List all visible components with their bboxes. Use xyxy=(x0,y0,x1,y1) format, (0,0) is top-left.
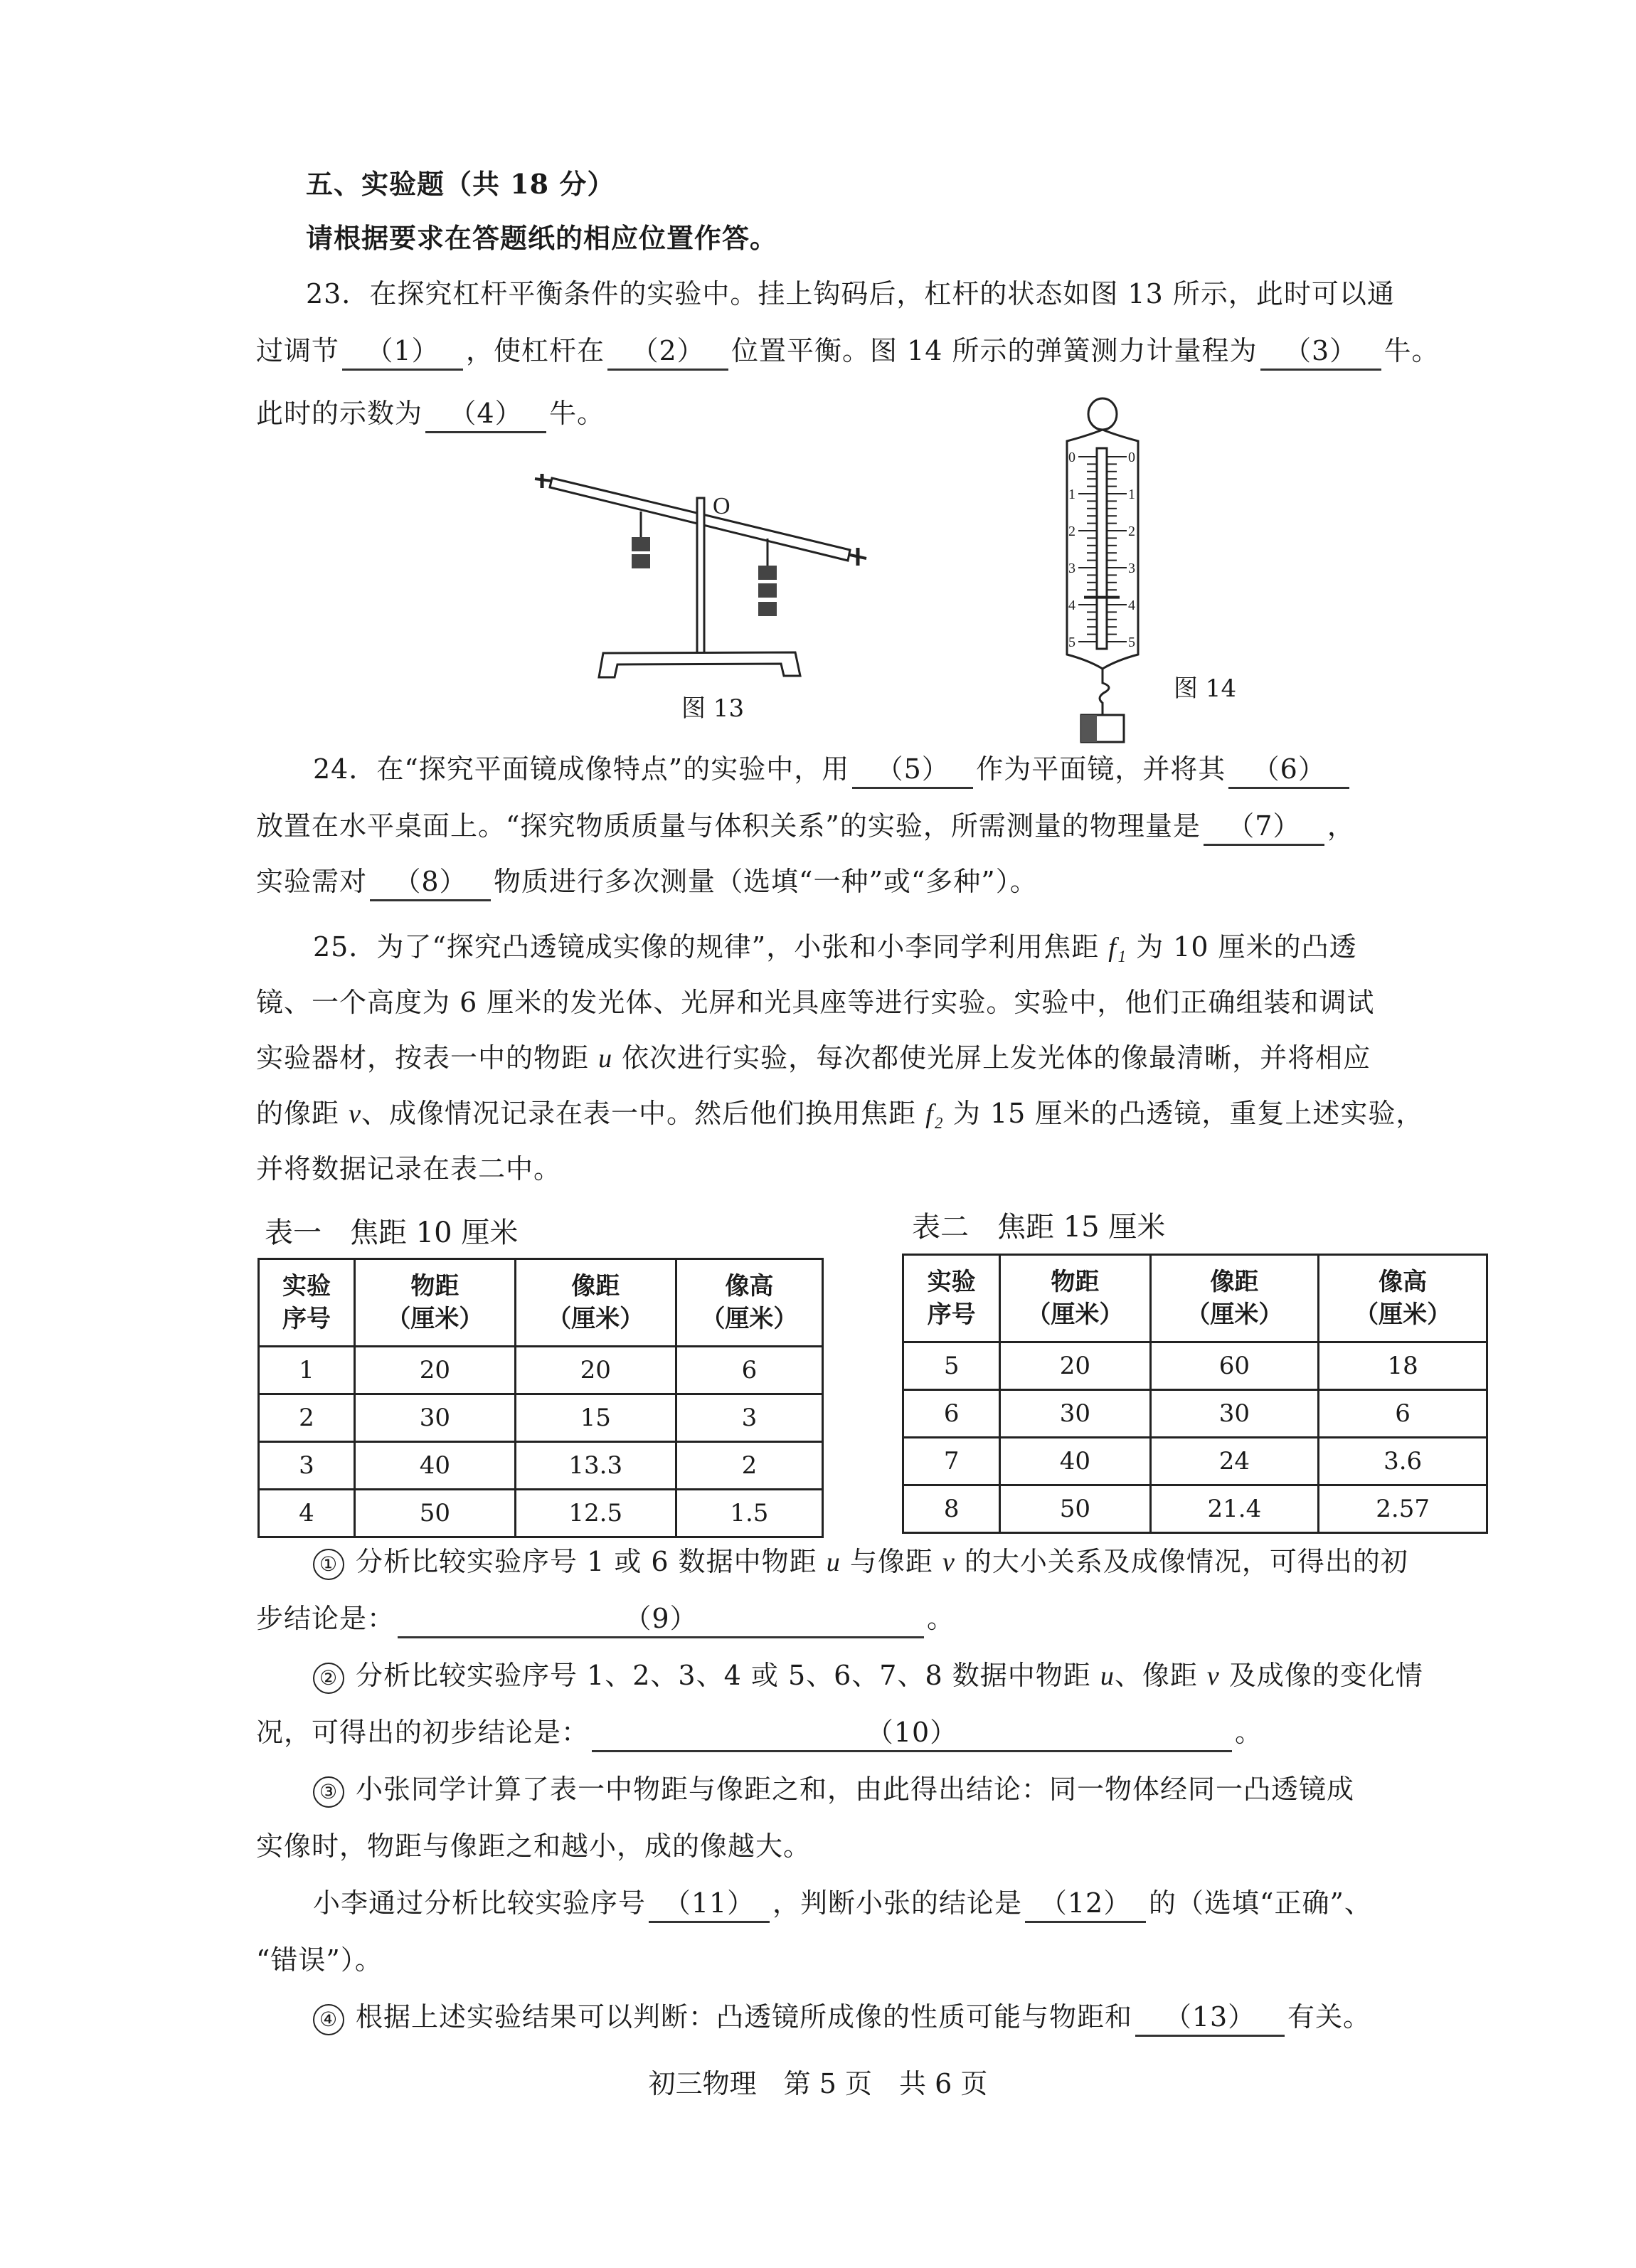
subq4-text: 根据上述实验结果可以判断：凸透镜所成像的性质可能与物距和 xyxy=(356,2001,1133,2033)
table-cell: 15 xyxy=(515,1394,676,1442)
table-cell: 50 xyxy=(1000,1485,1150,1533)
right-hook-weights xyxy=(758,566,777,616)
q25-line4 xyxy=(256,1096,1423,1132)
subq-number-2: ② xyxy=(313,1663,344,1694)
table-cell: 3.6 xyxy=(1319,1438,1487,1485)
subq3-line4: “错误”）。 xyxy=(256,1944,383,1976)
table-row xyxy=(903,1438,1487,1485)
scale-hook xyxy=(1100,669,1109,715)
q24-text: 放置在水平桌面上。“探究物质质量与体积关系”的实验，所需测量的物理量是 xyxy=(256,810,1201,842)
q24-text: 物质进行多次测量（选填“一种”或“多种”）。 xyxy=(494,866,1038,897)
subq4-text: 有关。 xyxy=(1287,2001,1371,2033)
q23-line3 xyxy=(256,396,605,433)
table2-header-image-distance: 像距 （厘米） xyxy=(1150,1255,1319,1342)
image-distance-v: v xyxy=(942,1547,955,1577)
scale-label-left: 3 xyxy=(1068,561,1075,576)
scale-label-right: 4 xyxy=(1128,598,1135,613)
table-cell: 20 xyxy=(1000,1342,1150,1390)
table-cell: 30 xyxy=(1150,1390,1319,1438)
table-cell: 2 xyxy=(259,1394,355,1442)
table-cell: 3 xyxy=(259,1442,355,1490)
q23-text: 位置平衡。图 14 所示的弹簧测力计量程为 xyxy=(731,335,1258,366)
subq1-text: 与像距 xyxy=(840,1546,942,1577)
table2-caption: 表二 焦距 15 厘米 xyxy=(912,1211,1166,1244)
q25-text: 为 15 厘米的凸透镜，重复上述实验， xyxy=(943,1098,1424,1129)
table-cell: 60 xyxy=(1150,1342,1319,1390)
table-row xyxy=(259,1394,823,1442)
pivot-label: O xyxy=(713,493,731,519)
focal-length-f1: f₁ xyxy=(1108,933,1127,963)
q23-text: ，使杠杆在 xyxy=(466,335,605,366)
table-row xyxy=(903,1485,1487,1533)
q24-text: 24．在“探究平面镜成像特点”的实验中，用 xyxy=(313,753,850,785)
subq2-line1 xyxy=(313,1658,1423,1694)
subq3-text: 小张同学计算了表一中物距与像距之和，由此得出结论：同一物体经同一凸透镜成 xyxy=(356,1774,1355,1805)
q23-text: 牛。 xyxy=(549,398,605,429)
subq3-text: 的（选填“正确”、 xyxy=(1149,1887,1372,1919)
subq1-text: 分析比较实验序号 1 或 6 数据中物距 xyxy=(356,1546,827,1577)
q23-text: 过调节 xyxy=(256,335,340,366)
table1-caption: 表一 焦距 10 厘米 xyxy=(265,1217,519,1249)
table-cell: 5 xyxy=(903,1342,1000,1390)
q23-text: 牛。 xyxy=(1383,335,1440,366)
answer-blank-3[interactable]: （3） xyxy=(1260,333,1381,371)
answer-blank-4[interactable]: （4） xyxy=(425,396,546,433)
q24-line2 xyxy=(256,808,1355,846)
subq3-line2: 实像时，物距与像距之和越小，成的像越大。 xyxy=(256,1830,812,1862)
answer-blank-13[interactable]: （13） xyxy=(1135,1999,1285,2037)
object-distance-u: u xyxy=(598,1044,613,1074)
q25-text: 为 10 厘米的凸透 xyxy=(1127,931,1357,963)
table-row xyxy=(259,1442,823,1490)
scale-label-right: 2 xyxy=(1128,524,1135,539)
left-hook-weights xyxy=(632,537,650,568)
page-footer: 初三物理 第 5 页 共 6 页 xyxy=(648,2068,988,2099)
table-cell: 40 xyxy=(354,1442,515,1490)
answer-blank-12[interactable]: （12） xyxy=(1025,1885,1146,1923)
q23-line2 xyxy=(256,333,1440,371)
image-distance-v: v xyxy=(1206,1661,1220,1691)
lever-stand-base xyxy=(599,652,800,677)
table-cell: 50 xyxy=(354,1490,515,1537)
subq3-text: 小李通过分析比较实验序号 xyxy=(313,1887,647,1919)
table-cell: 30 xyxy=(1000,1390,1150,1438)
table-cell: 24 xyxy=(1150,1438,1319,1485)
section-instruction: 请根据要求在答题纸的相应位置作答。 xyxy=(306,222,778,254)
table-cell: 1.5 xyxy=(676,1490,822,1537)
table-cell: 4 xyxy=(259,1490,355,1537)
answer-blank-2[interactable]: （2） xyxy=(607,333,728,371)
scale-label-left: 1 xyxy=(1068,487,1075,502)
subq-number-3: ③ xyxy=(313,1776,344,1808)
table-cell: 8 xyxy=(903,1485,1000,1533)
q23-text: 此时的示数为 xyxy=(256,398,423,429)
q25-text: 的像距 xyxy=(256,1098,349,1129)
q25-line2: 镜、一个高度为 6 厘米的发光体、光屏和光具座等进行实验。实验中，他们正确组装和调试 xyxy=(256,987,1375,1018)
focal-length-f2: f₂ xyxy=(925,1099,944,1129)
subq2-text: 分析比较实验序号 1、2、3、4 或 5、6、7、8 数据中物距 xyxy=(356,1660,1100,1691)
scale-label-right: 5 xyxy=(1128,635,1135,650)
subq2-line2 xyxy=(256,1715,1263,1752)
subq1-text: 步结论是： xyxy=(256,1603,395,1634)
answer-blank-8[interactable]: （8） xyxy=(370,864,491,901)
answer-blank-10[interactable]: （10） xyxy=(592,1715,1232,1752)
table-cell: 20 xyxy=(515,1347,676,1394)
figure-14-spring-scale xyxy=(1060,398,1145,740)
subq3-line3 xyxy=(313,1885,1372,1923)
section-title: 五、实验题（共 18 分） xyxy=(306,168,615,200)
table-cell: 6 xyxy=(1319,1390,1487,1438)
q24-text: 实验需对 xyxy=(256,866,368,897)
answer-blank-9[interactable]: （9） xyxy=(398,1601,924,1638)
q25-line3 xyxy=(256,1040,1371,1076)
answer-blank-1[interactable]: （1） xyxy=(342,333,463,371)
scale-label-right: 1 xyxy=(1128,487,1135,502)
subq2-text: 。 xyxy=(1235,1717,1263,1748)
subq1-text: 。 xyxy=(927,1603,955,1634)
q25-text: 实验器材，按表一中的物距 xyxy=(256,1042,599,1074)
table-cell: 13.3 xyxy=(515,1442,676,1490)
subq4-line1 xyxy=(313,1999,1371,2037)
subq3-text: ，判断小张的结论是 xyxy=(772,1887,1023,1919)
scale-label-right: 0 xyxy=(1128,450,1135,465)
q25-text: 、成像情况记录在表一中。然后他们换用焦距 xyxy=(361,1098,926,1129)
table1-header-trial: 实验 序号 xyxy=(259,1259,355,1347)
table1-header-object-distance: 物距 （厘米） xyxy=(354,1259,515,1347)
subq-number-1: ① xyxy=(313,1549,344,1580)
table2-header-trial: 实验 序号 xyxy=(903,1255,1000,1342)
scale-label-left: 2 xyxy=(1068,524,1075,539)
answer-blank-7[interactable]: （7） xyxy=(1204,808,1324,846)
scale-label-left: 5 xyxy=(1068,635,1075,650)
q25-line5: 并将数据记录在表二中。 xyxy=(256,1153,562,1185)
answer-blank-5[interactable]: （5） xyxy=(852,751,973,789)
subq2-text: 况，可得出的初步结论是： xyxy=(256,1717,590,1748)
table-cell: 2 xyxy=(676,1442,822,1490)
table2-focal-15cm xyxy=(902,1254,1488,1534)
table2-header-object-distance: 物距 （厘米） xyxy=(1000,1255,1150,1342)
figure-14-caption: 图 14 xyxy=(1174,674,1237,703)
q24-line3 xyxy=(256,864,1038,901)
table-row xyxy=(903,1342,1487,1390)
q24-line1 xyxy=(313,751,1352,789)
subq3-line1 xyxy=(313,1771,1354,1808)
answer-blank-11[interactable]: （11） xyxy=(649,1885,770,1923)
scale-ring xyxy=(1088,398,1117,430)
table1-header-image-distance: 像距 （厘米） xyxy=(515,1259,676,1347)
subq1-line2 xyxy=(256,1601,955,1638)
table-cell: 12.5 xyxy=(515,1490,676,1537)
table-cell: 20 xyxy=(354,1347,515,1394)
subq2-text: 、像距 xyxy=(1114,1660,1207,1691)
q24-text: 作为平面镜，并将其 xyxy=(976,753,1226,785)
object-distance-u: u xyxy=(826,1547,841,1577)
table-cell: 6 xyxy=(676,1347,822,1394)
table-cell: 30 xyxy=(354,1394,515,1442)
lever-stand-post xyxy=(697,498,704,653)
subq-number-4: ④ xyxy=(313,2004,344,2035)
q23-line1: 23．在探究杠杆平衡条件的实验中。挂上钩码后，杠杆的状态如图 13 所示，此时可以通 xyxy=(306,278,1395,309)
answer-blank-6[interactable]: （6） xyxy=(1228,751,1349,789)
scale-label-left: 0 xyxy=(1068,450,1075,465)
q25-line1 xyxy=(313,929,1357,965)
subq2-text: 及成像的变化情 xyxy=(1219,1660,1423,1691)
figure-13-lever-diagram xyxy=(526,455,925,726)
table1-focal-10cm xyxy=(257,1258,824,1538)
image-distance-v: v xyxy=(349,1099,361,1129)
scale-label-right: 3 xyxy=(1128,561,1135,576)
table-cell: 1 xyxy=(259,1347,355,1394)
q25-text: 25．为了“探究凸透镜成实像的规律”，小张和小李同学利用焦距 xyxy=(313,931,1109,963)
subq1-text: 的大小关系及成像情况，可得出的初 xyxy=(955,1546,1408,1577)
table-cell: 6 xyxy=(903,1390,1000,1438)
table-cell: 21.4 xyxy=(1150,1485,1319,1533)
table-row xyxy=(903,1390,1487,1438)
figure-13-caption: 图 13 xyxy=(681,694,745,723)
table2-header-image-height: 像高 （厘米） xyxy=(1319,1255,1487,1342)
table-cell: 18 xyxy=(1319,1342,1487,1390)
q25-text: 依次进行实验，每次都使光屏上发光体的像最清晰，并将相应 xyxy=(612,1042,1371,1074)
scale-pointer xyxy=(1084,596,1120,599)
subq1-line1 xyxy=(313,1544,1408,1580)
table-cell: 3 xyxy=(676,1394,822,1442)
table-row xyxy=(259,1490,823,1537)
table-cell: 7 xyxy=(903,1438,1000,1485)
object-distance-u: u xyxy=(1100,1661,1115,1691)
table-row xyxy=(259,1347,823,1394)
scale-label-left: 4 xyxy=(1068,598,1075,613)
table-cell: 40 xyxy=(1000,1438,1150,1485)
table-cell: 2.57 xyxy=(1319,1485,1487,1533)
q24-text: ， xyxy=(1327,810,1355,842)
table1-header-image-height: 像高 （厘米） xyxy=(676,1259,822,1347)
